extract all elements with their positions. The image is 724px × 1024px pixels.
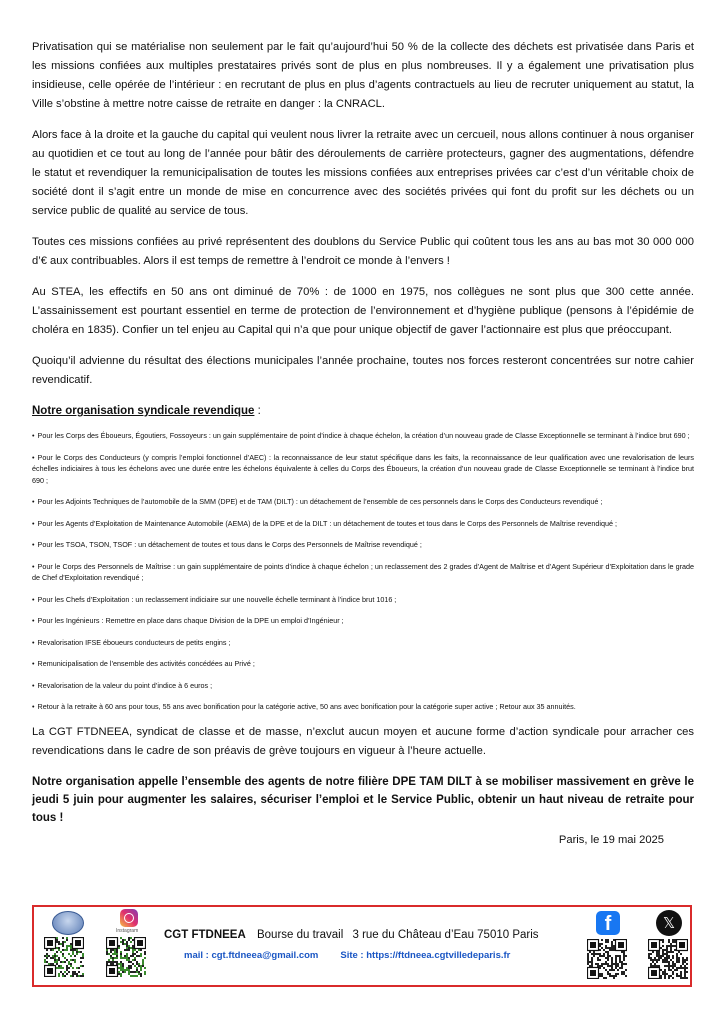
demand-item [32, 594, 694, 606]
conclusion-paragraph: La CGT FTDNEEA, syndicat de classe et de masse, n’exclut aucun moyen et aucune forme d’action syndicale pour arracher ces revendications dans le cadre de son préavis de grève toujours en vigueur à l’heure actuelle. [32, 725, 694, 757]
demand-item [32, 518, 694, 530]
paragraph: Privatisation qui se matérialise non seulement par le fait qu’aujourd’hui 50 % de la collecte des déchets est privatisée dans Paris et les missions confiées aux multiples prestataires privés sont de plus en plus nombreuses. Il y a également une privatisation plus insidieuse, celle opérée de l’intérieur : en recrutant de plus en plus d’agents contractuels au lieu de recruter uniquement au statut, la Ville s’obstine à mettre notre caisse de retraite en danger : la CNRACL. [32, 41, 694, 110]
qr-code-icon[interactable] [587, 939, 627, 979]
qr-code-graphic [106, 937, 146, 977]
demand-item [32, 430, 694, 442]
mail-link[interactable]: mail : cgt.ftdneea@gmail.com [184, 950, 319, 961]
org-name: CGT FTDNEEA [164, 929, 246, 941]
qr-code-icon[interactable] [648, 939, 688, 979]
qr-code-icon[interactable] [44, 937, 84, 977]
paragraph: Au STEA, les effectifs en 50 ans ont diminué de 70% : de 1000 en 1975, nos collègues ne sont plus que 300 cette année. L’assainissement est pourtant essentiel en terme de protection de l’environnement et d’hygiène publique (pensons à l’épidémie de choléra en 1835). Confier un tel enjeu au Capital qui n’a que pour unique objectif de gaver l’actionnaire est plus que préoccupant. [32, 286, 694, 336]
document-body [32, 38, 694, 849]
instagram-icon[interactable] [120, 909, 138, 927]
site-link[interactable]: Site : https://ftdneea.cgtvilledeparis.fr [340, 950, 511, 961]
demand-text: Pour les Corps des Éboueurs, Égoutiers, Fossoyeurs : un gain supplémentaire de point d’indice à chaque échelon, la création d’un nouveau grade de Classe Exceptionnelle se terminant à l’indice brut 690 ; [37, 431, 690, 440]
qr-code-graphic [648, 939, 688, 979]
org-venue: Bourse du travail [256, 929, 344, 941]
bullet-icon: • [32, 518, 35, 528]
contact-footer [32, 905, 692, 987]
qr-code-graphic [587, 939, 627, 979]
demand-item [32, 615, 694, 627]
bullet-icon: • [32, 594, 35, 604]
bullet-icon: • [32, 540, 35, 549]
demands-heading [32, 402, 694, 420]
union-logo-icon [52, 911, 84, 935]
demand-text: Pour le Corps des Conducteurs (y compris l’emploi fonctionnel d’AEC) : la reconnaissance de leur statut spécifique dans les faits, la reconnaissance de leur qualification avec une revalorisation de leurs échelles indiciaires à tous les échelons avec une durée entre les échelons équivalente à celles du Corps des Éboueurs, la création d’un nouveau grade de Classe Exceptionnelle se terminant à l’indice brut 690 ; [32, 452, 694, 485]
paragraph: Quoiqu’il advienne du résultat des élections municipales l’année prochaine, toutes nos forces resteront concentrées sur notre cahier revendicatif. [32, 355, 694, 386]
demand-item [32, 539, 694, 551]
bullet-icon: • [32, 680, 35, 690]
bullet-icon: • [32, 452, 35, 462]
demands-title: Notre organisation syndicale revendique [32, 405, 255, 417]
bullet-icon: • [32, 616, 35, 625]
demands-list [32, 430, 694, 713]
paragraph: Alors face à la droite et la gauche du capital qui veulent nous livrer la retraite avec un cercueil, nous allons continuer à nous organiser au quotidien et ce tout au long de l’année pour bâtir des déroulements de carrière protecteurs, gagner des augmentations, défendre le statut et revendiquer la remunicipalisation de toutes les missions confiées aux entreprises privées car c’est d’un véritable choix de société dont il s’agit entre un monde de mise en concurrence avec des sociétés privées qui font du profit sur les déchets ou un service public de qualité au service de tous. [32, 129, 694, 217]
demand-item [32, 496, 694, 508]
bullet-icon: • [32, 431, 35, 440]
call-to-action: Notre organisation appelle l’ensemble des agents de notre filière DPE TAM DILT à se mobiliser massivement en grève le jeudi 5 juin pour augmenter les salaires, sécuriser l’emploi et le Service Public, obtenir un haut niveau de retraite pour tous ! [32, 775, 694, 824]
demand-text: Retour à la retraite à 60 ans pour tous, 55 ans avec bonification pour la catégorie active, 50 ans avec bonification pour la catégorie super active ; Retour aux 35 annuités. [37, 702, 576, 711]
demand-text: Pour les Adjoints Techniques de l’automobile de la SMM (DPE) et de TAM (DILT) : un détachement de l’ensemble de ces personnels dans le Corps des Conducteurs revendiqué ; [37, 497, 603, 506]
demand-text: Pour les Chefs d’Exploitation : un reclassement indiciaire sur une nouvelle échelle terminant à l’indice brut 1016 ; [37, 594, 397, 604]
demand-text: Pour les Agents d’Exploitation de Maintenance Automobile (AEMA) de la DPE et de la DILT : un détachement de toutes et tous dans le Corps des Personnels de Maîtrise revendiqué ; [37, 518, 617, 528]
document-date: Paris, le 19 mai 2025 [558, 833, 664, 846]
demand-item [32, 637, 694, 649]
demand-item [32, 680, 694, 692]
demand-item [32, 701, 694, 713]
demand-item [32, 658, 694, 670]
paragraph: Toutes ces missions confiées au privé représentent des doublons du Service Public qui coûtent tous les ans au bas mot 30 000 000 d’€ aux contribuables. Alors il est temps de remettre à l’endroit ce monde à l’envers ! [32, 236, 694, 267]
facebook-icon[interactable]: f [596, 911, 620, 935]
demand-item [32, 452, 694, 487]
bullet-icon: • [32, 659, 35, 668]
demand-text: Pour le Corps des Personnels de Maîtrise : un gain supplémentaire de points d’indice à chaque échelon ; un reclassement des 2 grades d’Agent de Maîtrise et d’Agent Supérieur d’Exploitation dans le grade de Chef d’Exploitation revendiqué ; [32, 561, 694, 582]
qr-code-icon[interactable] [106, 937, 146, 977]
qr-code-graphic [44, 937, 84, 977]
demand-text: Revalorisation de la valeur du point d’indice à 6 euros ; [37, 680, 213, 690]
demand-text: Pour les TSOA, TSON, TSOF : un détachement de toutes et tous dans le Corps des Personnels de Maîtrise revendiqué ; [37, 540, 422, 549]
demand-text: Revalorisation IFSE éboueurs conducteurs de petits engins ; [37, 637, 231, 647]
bullet-icon: • [32, 561, 35, 571]
x-icon[interactable]: 𝕏 [656, 910, 682, 936]
demands-colon: : [254, 405, 261, 417]
instagram-label: Instagram [116, 928, 139, 934]
bullet-icon: • [32, 497, 35, 506]
org-info [164, 929, 539, 941]
demand-text: Pour les Ingénieurs : Remettre en place dans chaque Division de la DPE un emploi d’Ingénieur ; [37, 616, 344, 625]
contact-info [184, 950, 510, 961]
demand-item [32, 561, 694, 584]
org-address: 3 rue du Château d’Eau 75010 Paris [352, 929, 539, 941]
demand-text: Remunicipalisation de l’ensemble des activités concédées au Privé ; [37, 659, 255, 668]
bullet-icon: • [32, 702, 35, 711]
bullet-icon: • [32, 637, 35, 647]
